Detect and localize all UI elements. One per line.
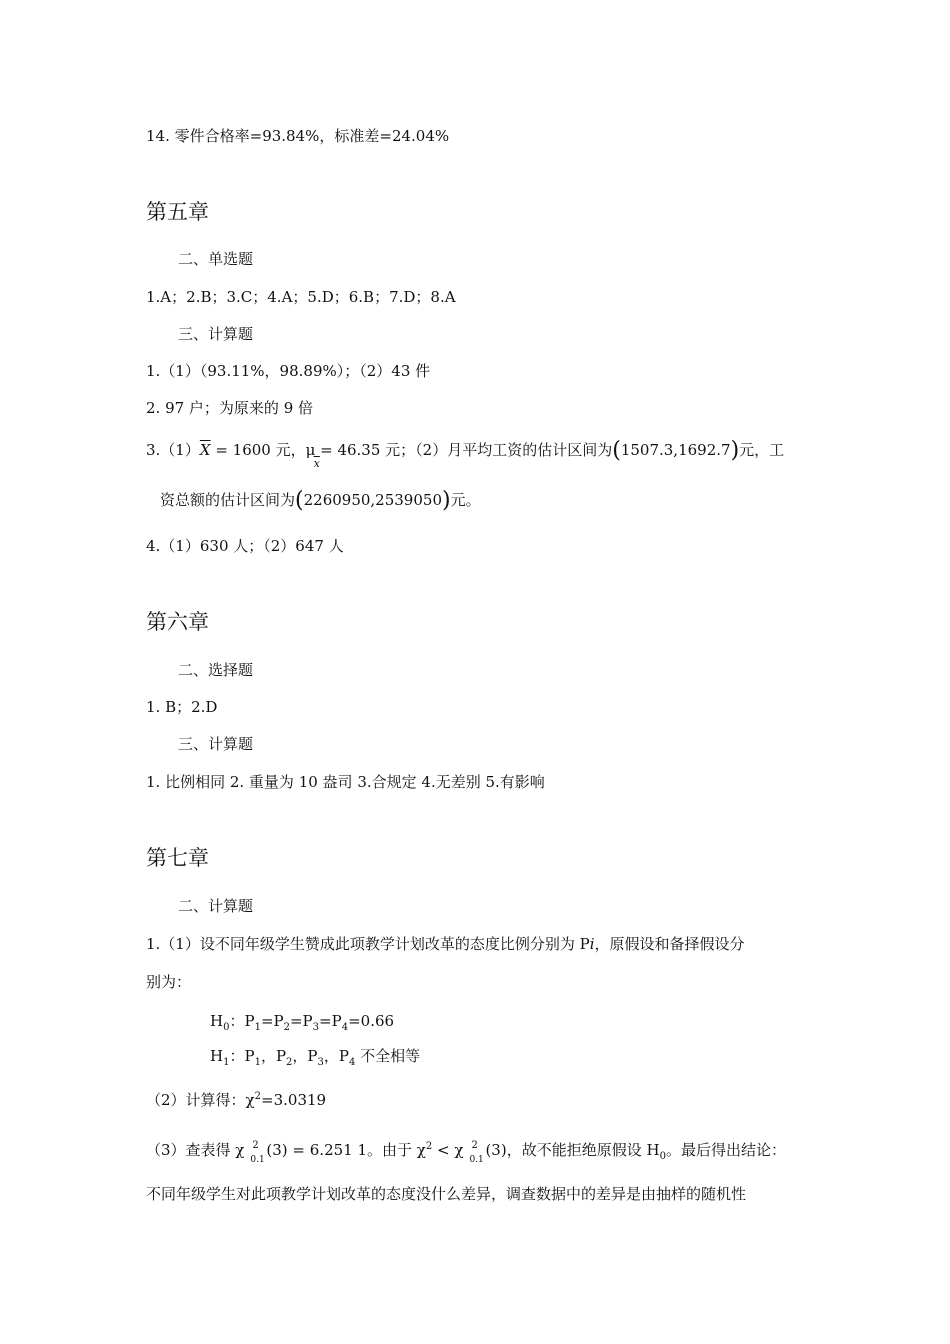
q3-interval-2: 2260950,2539050 (303, 491, 442, 509)
ch7-q3-decision: (3)，故不能拒绝原假设 H (485, 1141, 660, 1159)
ch7-q3-critical: (3) = 6.251 1。由于 χ (266, 1141, 426, 1159)
ch7-q3-conclusion-lead: 。最后得出结论： (665, 1141, 786, 1159)
ch6-section-calculation: 三、计算题 (178, 735, 254, 753)
ch6-choice-answers: 1. B；2.D (146, 698, 218, 716)
ch7-conclusion: 不同年级学生对此项教学计划改革的态度没什么差异，调查数据中的差异是由抽样的随机性 (146, 1185, 747, 1203)
q3-label: 3.（1） (146, 441, 200, 459)
ch5-calc-q3-line1: $3.(1)\overline{X} = 1600$ 元，μ $\overline{x}$ = 46.35 元；（2）月平均工资的估计区间为(1507.3,1692.7)元，工 (146, 440, 784, 460)
chapter-6-title: 第六章 (146, 610, 209, 634)
chi-symbol: χ (245, 1091, 255, 1109)
ch7-q3-lookup: （3）查表得 χ (146, 1141, 245, 1159)
ch7-q1-text-a: 1.（1）设不同年级学生赞成此项教学计划改革的态度比例分别为 P (146, 935, 590, 953)
h1-text: $H_1$：$P_1$，$P_2$，$P_3$，$P_4$ 不全相等 (210, 1047, 421, 1068)
q3-interval-1: 1507.3,1692.7 (620, 441, 731, 459)
ch5-section-calculation: 三、计算题 (178, 325, 254, 343)
chapter-5-title: 第五章 (146, 200, 209, 224)
hypothesis-h0 (210, 1011, 394, 1031)
q3-total-label: 资总额的估计区间为 (160, 491, 296, 509)
answer-14: 14. 零件合格率=93.84%，标准差=24.04% (146, 127, 450, 145)
h0-text: $H_0$：$P_1=P_2=P_3=P_4=0.66$ (210, 1012, 395, 1033)
ch7-q2: （2）计算得：$\chi^2=3.0319$ (146, 1091, 327, 1109)
q3-se-value: = 46.35 元；（2）月平均工资的估计区间为 (315, 441, 613, 459)
ch5-section-single-choice: 二、单选题 (178, 250, 254, 268)
ch6-section-choice: 二、选择题 (178, 661, 254, 679)
mu-x-symbol (305, 440, 320, 470)
ch5-calc-q4: 4.（1）630 人；（2）647 人 (146, 537, 344, 555)
ch5-single-choice-answers: 1.A；2.B；3.C；4.A；5.D；6.B；7.D；8.A (146, 288, 456, 306)
ch7-q1-index-i: i (589, 935, 595, 953)
chapter-7-title: 第七章 (146, 846, 209, 870)
ch5-calc-q1: 1.（1）（93.11%，98.89%）；（2）43 件 (146, 362, 431, 380)
ch7-q3-compare: < χ (432, 1141, 464, 1159)
mu-subscript-x: $\overline{x}$ (313, 457, 320, 470)
ch7-q1-line2: 别为： (146, 973, 192, 991)
mu-letter: μ (305, 441, 316, 459)
q3-unit-1: 元，工 (739, 441, 785, 459)
ch5-calc-q3-line2: 资总额的估计区间为(2260950,2539050)元。 (160, 488, 481, 513)
q3-unit-2: 元。 (450, 491, 481, 509)
ch7-q1-text-b: ，原假设和备择假设分 (594, 935, 745, 953)
x-bar-symbol: $\overline{X}$ (199, 441, 211, 459)
ch7-q1-line1 (146, 934, 745, 954)
q3-mean-value: = 1600 元， (210, 441, 306, 459)
ch5-calc-q2: 2. 97 户；为原来的 9 倍 (146, 399, 314, 417)
chi-square-value: =3.0319 (261, 1091, 327, 1109)
ch6-calc-answers: 1. 比例相同 2. 重量为 10 盎司 3.合规定 4.无差别 5.有影响 (146, 773, 545, 791)
ch7-section-calculation: 二、计算题 (178, 897, 254, 915)
hypothesis-h1 (210, 1046, 420, 1066)
ch7-q2-label: （2）计算得： (146, 1091, 246, 1109)
ch7-q3: （3）查表得 χ 2 0.1 (3) = 6.251 1。由于 $\chi^2 < \chi$ 2 0.1 (3)，故不能拒绝原假设 $H_0$。最后得出结论： (146, 1140, 786, 1165)
